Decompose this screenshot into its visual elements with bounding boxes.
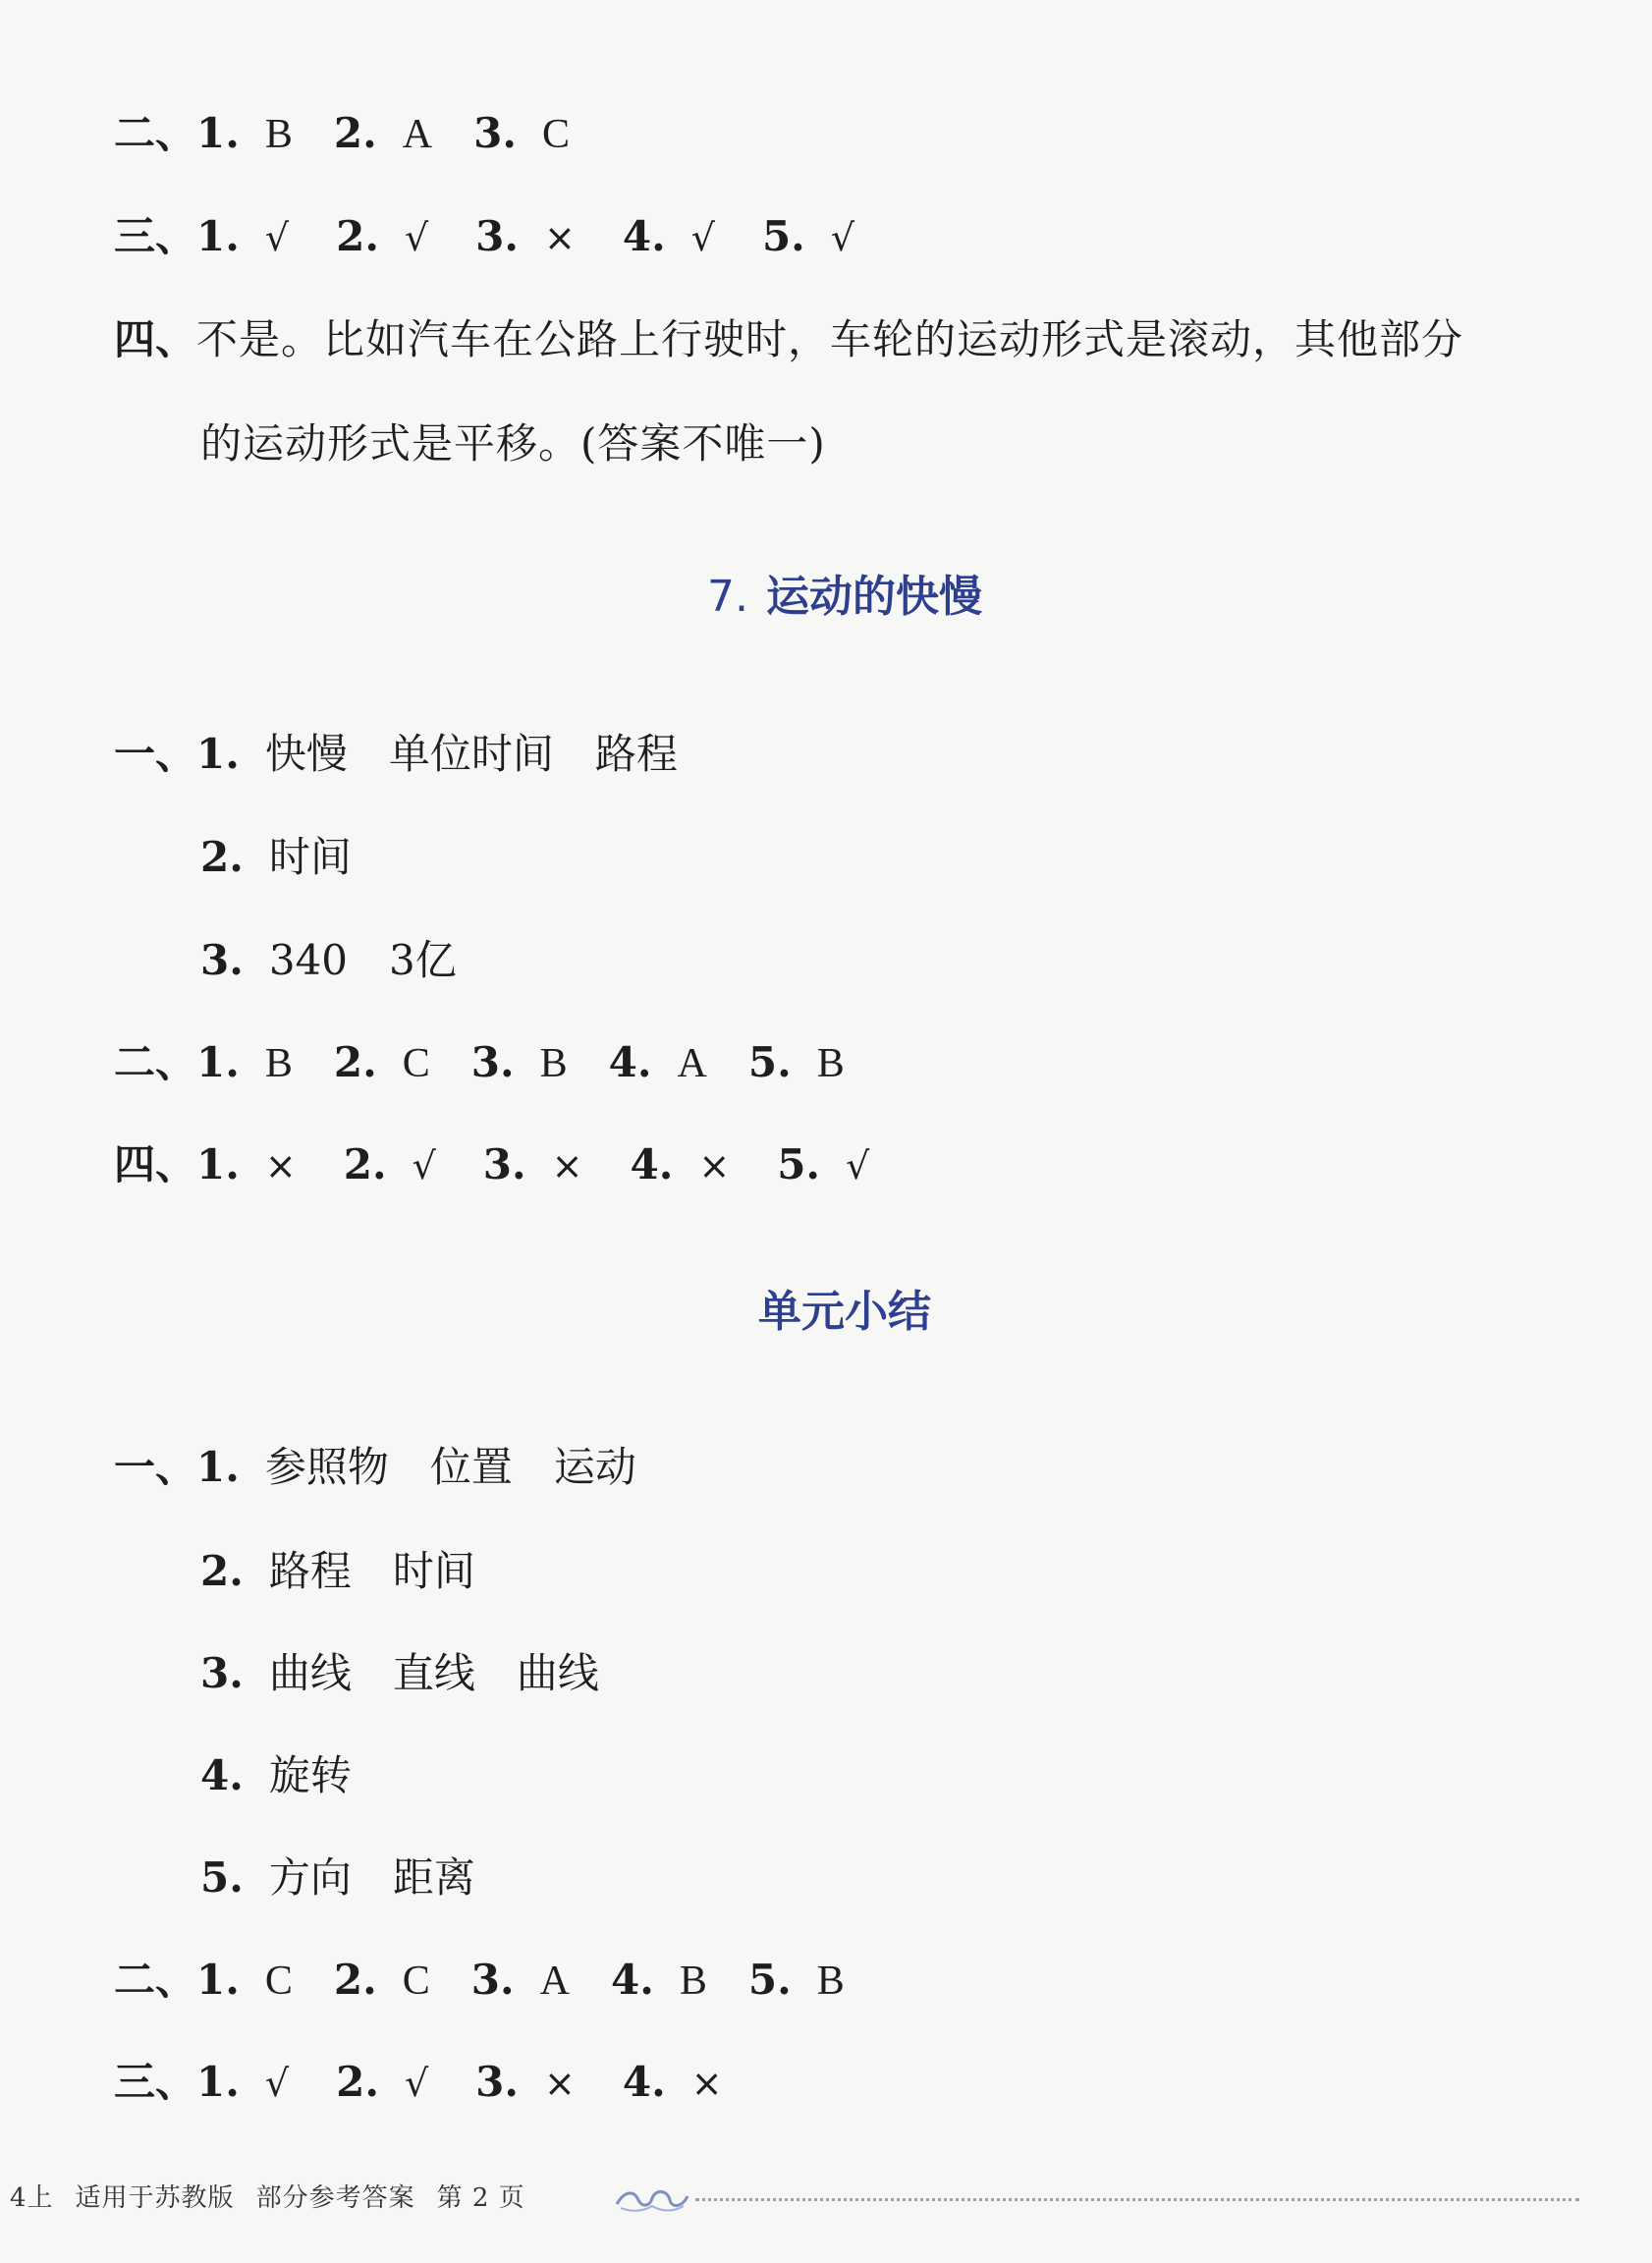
item-answer: A xyxy=(402,112,433,157)
item-number: 1. xyxy=(196,109,240,157)
item-answer: B xyxy=(679,1959,707,2004)
item-number: 4. xyxy=(630,1140,674,1188)
item-number: 4. xyxy=(200,1751,244,1799)
s7-q1-item3 xyxy=(200,933,457,988)
item-answer: √ xyxy=(412,1144,436,1187)
item-number: 3. xyxy=(470,1038,515,1086)
item-answer: B xyxy=(539,1041,568,1086)
item-answer: B xyxy=(816,1959,845,2004)
item-answer: C xyxy=(264,1959,293,2004)
paragraph-answer-cont: 的运动形式是平移。(答案不唯一) xyxy=(200,419,826,468)
sum-q1-item5 xyxy=(200,1850,475,1905)
footer-edition: 适用于苏教版 xyxy=(75,2183,235,2213)
item-answer: 时间 xyxy=(268,833,352,881)
question-prefix: 一、 xyxy=(114,730,197,778)
item-number: 5. xyxy=(200,1853,244,1902)
answer-line-top-4 xyxy=(114,312,1463,367)
item-number: 2. xyxy=(333,1956,377,2004)
sum-q2 xyxy=(114,1953,886,2009)
item-answer: 旋转 xyxy=(268,1751,352,1799)
footer-section: 部分参考答案 xyxy=(255,2183,415,2213)
item-number: 4. xyxy=(610,1956,654,2004)
item-number: 2. xyxy=(200,833,244,881)
item-answer: × xyxy=(690,2062,723,2105)
item-answer: A xyxy=(677,1041,707,1086)
item-answer: × xyxy=(551,1144,583,1187)
answer-line-top-3 xyxy=(114,209,902,265)
item-number: 3. xyxy=(482,1140,526,1188)
paragraph-continuation xyxy=(200,416,826,471)
section-title: 运动的快慢 xyxy=(765,572,982,622)
sum-q1-item2 xyxy=(200,1544,475,1599)
item-answer: × xyxy=(264,1144,297,1187)
item-number: 1. xyxy=(196,212,240,260)
item-answer: C xyxy=(402,1959,430,2004)
item-number: 3. xyxy=(200,1649,244,1697)
wave-ornament-icon xyxy=(613,2182,691,2214)
item-answer: √ xyxy=(404,2062,429,2105)
footer-page-number: 第 2 页 xyxy=(436,2183,525,2213)
item-number: 1. xyxy=(196,2058,240,2106)
item-answer: 路程 时间 xyxy=(268,1547,475,1595)
item-number: 5. xyxy=(747,1956,792,2004)
item-number: 3. xyxy=(470,1956,515,2004)
item-answer: √ xyxy=(830,216,855,259)
item-answer: √ xyxy=(264,216,290,259)
item-answer: 340 3亿 xyxy=(268,936,457,984)
item-number: 3. xyxy=(473,109,517,157)
footer-grade: 4上 xyxy=(10,2183,54,2213)
item-number: 2. xyxy=(336,2058,379,2106)
item-number: 2. xyxy=(333,109,377,157)
item-number: 3. xyxy=(475,2058,520,2106)
section-number: 7. xyxy=(707,572,748,622)
item-number: 1. xyxy=(196,1140,240,1188)
paragraph-answer: 不是。比如汽车在公路上行驶时，车轮的运动形式是滚动，其他部分 xyxy=(196,315,1464,363)
item-answer: √ xyxy=(404,216,429,259)
footer-dotted-rule xyxy=(695,2198,1579,2201)
s7-q1-item1 xyxy=(114,727,678,782)
item-answer: 参照物 位置 运动 xyxy=(264,1443,636,1491)
item-answer: A xyxy=(539,1959,570,2004)
s7-q2 xyxy=(114,1035,886,1091)
item-answer: 方向 距离 xyxy=(268,1853,475,1902)
section-title: 单元小结 xyxy=(758,1287,931,1337)
item-answer: B xyxy=(816,1041,845,1086)
sum-q3 xyxy=(114,2055,770,2111)
item-number: 1. xyxy=(196,1038,240,1086)
item-number: 2. xyxy=(200,1547,244,1595)
item-answer: × xyxy=(698,1144,731,1187)
question-prefix: 四、 xyxy=(114,1140,197,1188)
item-answer: √ xyxy=(264,2062,290,2105)
item-answer: 曲线 直线 曲线 xyxy=(268,1649,599,1697)
item-number: 1. xyxy=(196,1956,240,2004)
question-prefix: 二、 xyxy=(114,1956,197,2004)
sum-q1-item1 xyxy=(114,1440,636,1495)
item-answer: B xyxy=(264,112,293,157)
item-answer: B xyxy=(264,1041,293,1086)
section-heading-summary xyxy=(0,1283,1652,1342)
item-number: 1. xyxy=(196,730,240,778)
item-answer: √ xyxy=(690,216,715,259)
item-number: 4. xyxy=(622,212,666,260)
item-number: 2. xyxy=(336,212,379,260)
question-prefix: 二、 xyxy=(114,1038,197,1086)
item-number: 4. xyxy=(608,1038,652,1086)
sum-q1-item4 xyxy=(200,1748,352,1803)
item-answer: C xyxy=(402,1041,430,1086)
item-answer: √ xyxy=(846,1144,870,1187)
section-heading-7 xyxy=(0,568,1652,627)
question-prefix: 一、 xyxy=(114,1443,197,1491)
s7-q4 xyxy=(114,1137,916,1193)
item-number: 2. xyxy=(343,1140,387,1188)
item-number: 4. xyxy=(622,2058,666,2106)
item-number: 5. xyxy=(761,212,805,260)
question-prefix: 二、 xyxy=(114,109,197,157)
item-answer: 快慢 单位时间 路程 xyxy=(264,730,678,778)
item-number: 5. xyxy=(747,1038,792,1086)
question-prefix: 四、 xyxy=(114,315,197,363)
footer-text xyxy=(10,2179,525,2218)
item-answer: C xyxy=(541,112,570,157)
question-prefix: 三、 xyxy=(114,212,197,260)
item-number: 3. xyxy=(475,212,520,260)
item-number: 3. xyxy=(200,936,244,984)
item-answer: × xyxy=(544,2062,576,2105)
answer-line-top-2 xyxy=(114,106,611,162)
question-prefix: 三、 xyxy=(114,2058,197,2106)
item-answer: × xyxy=(544,216,576,259)
item-number: 1. xyxy=(196,1443,240,1491)
item-number: 2. xyxy=(333,1038,377,1086)
page-footer xyxy=(0,2179,1652,2218)
s7-q1-item2 xyxy=(200,830,352,885)
sum-q1-item3 xyxy=(200,1646,599,1701)
item-number: 5. xyxy=(777,1140,821,1188)
